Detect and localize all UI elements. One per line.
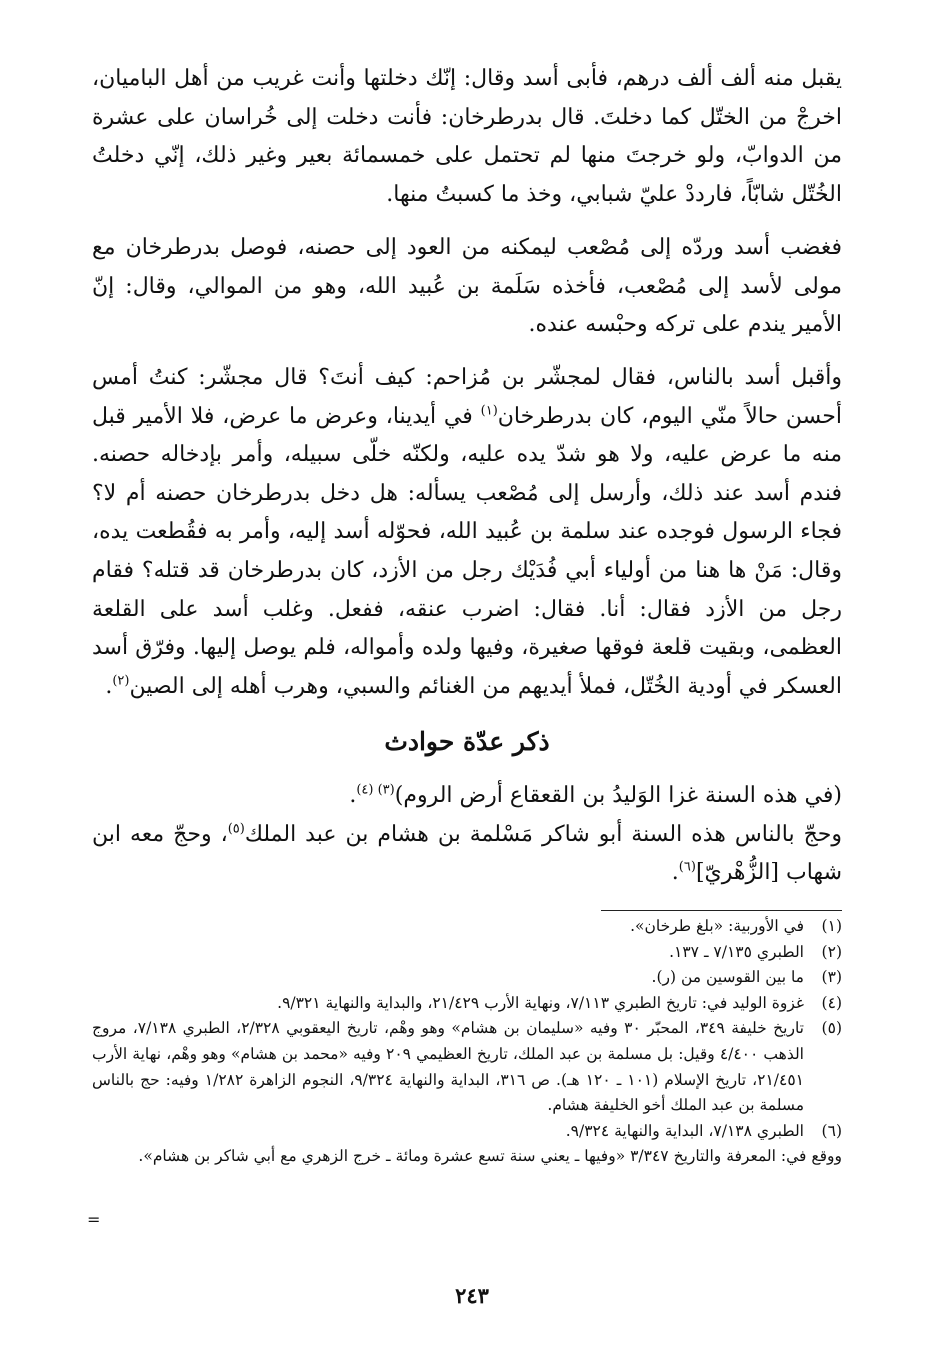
- footnote-number: (٤): [821, 993, 842, 1012]
- footnote-text: تاريخ خليفة ٣٤٩، المحبّر ٣٠ وفيه «سليمان بن هشام» وهو وهْم، تاريخ اليعقوبي ٢/٣٢٨، الطبري ٧/١٣٨، مروج الذهب ٤/٤٠٠ وقيل: بل مسلمة بن عبد الملك، تاريخ العظيمي ٢٠٩ وفيه «محمد بن هشام» وهو وهْم، نهاية الأرب ٢١/٤٥١، تاريخ الإسلام (١٠١ ـ ١٢٠ هـ). ص ٣١٦، البداية والنهاية ٩/٣٢٤، النجوم الزاهرة ١/٢٨٢ وفيه: حج بالناس مسلمة بن عبد الملك أخو الخليفة هشام.: [92, 1019, 804, 1115]
- footnote-6-continuation: ووقع في: المعرفة والتاريخ ٣/٣٤٧ «وفيها ـ يعني سنة تسع عشرة ومائة ـ خرج الزهري مع أبي شاكر بن هشام».: [138, 1147, 842, 1166]
- footnote-ref-2[interactable]: (٢): [112, 673, 130, 689]
- footnote-text: في الأوربية: «بلغ طرخان».: [630, 917, 804, 935]
- footnote-6: [92, 1119, 842, 1145]
- footnote-number: (٣): [821, 968, 842, 987]
- section-line-1-end: .: [349, 783, 357, 808]
- footnote-number: (٥): [821, 1019, 842, 1038]
- section-line-2-end: .: [671, 860, 679, 886]
- continuation-mark: =: [87, 1210, 101, 1229]
- footnote-4: [92, 991, 842, 1017]
- section-line-2-rest: ، وحجّ معه ابن شهاب [الزُّهْريّ]: [92, 821, 842, 886]
- section-heading: ذكر عدّة حوادث: [384, 727, 550, 756]
- footnote-text: الطبري ٧/١٣٥ ـ ١٣٧.: [669, 942, 804, 961]
- paragraph-3: [92, 359, 842, 706]
- footnote-2: [92, 940, 842, 966]
- paragraph-1: [92, 60, 842, 214]
- footnote-ref-5[interactable]: (٥): [227, 821, 245, 837]
- paragraph-3-text-middle: في أيدينا، وعرض ما عرض، فلا الأمير قبل منه ما عرض عليه، ولا هو شدّ يده عليه، ولكنّه خلّى سبيله، وأمر بإدخاله حصنه. فندم أسد عند ذلك، وأرسل إلى مُصْعب يسأله: هل دخل بدرطرخان حصنه أم لا؟ فجاء الرسول فوجده عند سلمة بن عُبيد الله، فحوّله أسد إليه، وأمر به فقُطعت يده، وقال: مَنْ ها هنا من أولياء أبي فُدَيْك رجل من الأزد، كان بدرطرخان قد قتله؟ فقام رجل من الأزد فقال: أنا. فقال: اضرب عنقه، ففعل. وغلب أسد على القلعة العظمى، وبقيت قلعة فوقها صغيرة، وفيها ولده وأمواله، فلم يوصل إليها. وفرّق أسد العسكر في أودية الخُتّل، فملأ أيديهم من الغنائم والسبي، وهرب أهله إلى الصين: [92, 403, 842, 699]
- paragraph-3-text-end: .: [105, 673, 113, 699]
- page-number: ٢٤٣: [455, 1283, 489, 1308]
- footnote-text: غزوة الوليد في: تاريخ الطبري ٧/١١٣، ونهاية الأرب ٢١/٤٢٩، والبداية والنهاية ٩/٣٢١.: [277, 993, 804, 1012]
- footnote-separator: [601, 910, 842, 911]
- section-line-1-text: (في هذه السنة غزا الوَليدُ بن القعقاع أرض الروم): [394, 783, 842, 808]
- footnote-ref-6[interactable]: (٦): [678, 859, 696, 875]
- footnote-number: (١): [821, 917, 842, 935]
- footnote-text: الطبري ٧/١٣٨، البداية والنهاية ٩/٣٢٤.: [565, 1121, 804, 1140]
- footnote-number: (٢): [821, 942, 842, 961]
- paragraph-3-text-start: وأقبل أسد بالناس، فقال لمجشّر بن مُزاحم: كيف أنتَ؟ قال مجشّر: كنتُ أمس أحسن حالاً منّي اليوم، كان بدرطرخان: [92, 365, 842, 429]
- footnotes: [92, 914, 842, 1170]
- section-line-2-text: وحجّ بالناس هذه السنة أبو شاكر مَسْلمة بن هشام بن عبد الملك: [244, 821, 842, 847]
- footnote-3: [92, 965, 842, 991]
- footnote-5: [92, 1016, 842, 1118]
- paragraph-1-text: يقبل منه ألف ألف درهم، فأبى أسد وقال: إنّك دخلتها وأنت غريب من أهل الباميان، اخرجْ من الختّل كما دخلتَ. قال بدرطرخان: فأنت دخلت إلى خُراسان على عشرة من الدوابّ، ولو خرجتَ منها لم تحتمل على خمسمائة بعير وغير ذلك، إنّي دخلتُ الخُتّل شابّاً، فارددْ عليّ شبابي، وخذ ما كسبتُ منها.: [92, 66, 842, 207]
- footnote-number: (٦): [821, 1121, 842, 1140]
- paragraph-2-text: فغضب أسد وردّه إلى مُصْعب ليمكنه من العود إلى حصنه، فوصل بدرطرخان مع مولى لأسد إلى مُصْعب، فأخذه سَلَمة بن عُبيد الله، وهو من الموالي، وقال: إنّ الأمير يندم على تركه وحبْسه عنده.: [92, 235, 842, 338]
- footnote-text: ما بين القوسين من (ر).: [651, 968, 804, 987]
- section-paragraph: [92, 777, 842, 893]
- paragraph-2: [92, 229, 842, 345]
- footnote-1: [92, 914, 842, 940]
- footnote-ref-1[interactable]: (١): [480, 403, 498, 419]
- footnote-ref-3-4[interactable]: (٣) (٤): [356, 782, 395, 798]
